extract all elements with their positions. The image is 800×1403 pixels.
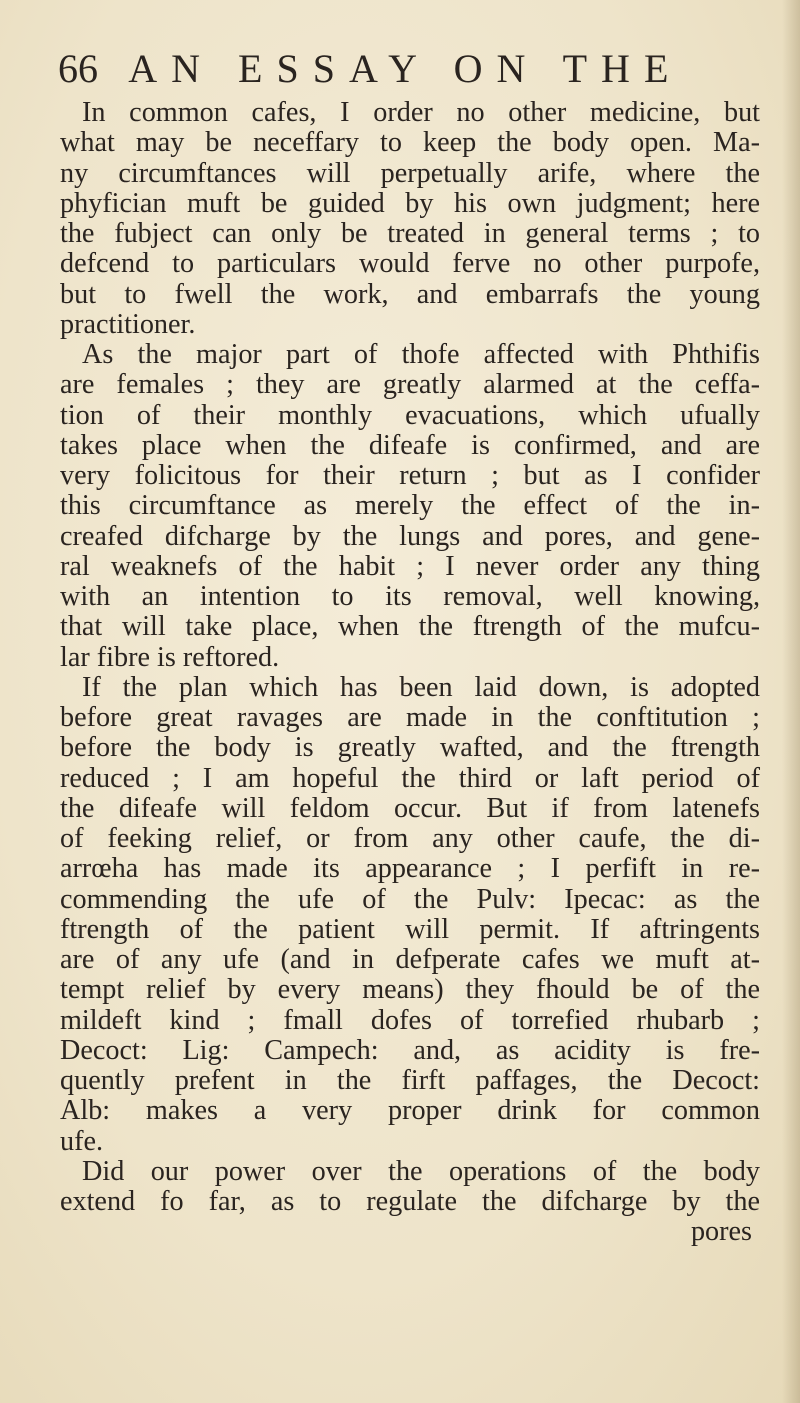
text-line: what may be neceffary to keep the body open. Ma- [60,127,760,159]
text-line: that will take place, when the ftrength of the mufcu- [60,611,760,643]
text-line: creafed difcharge by the lungs and pores, and gene- [60,520,760,552]
text-line: ftrength of the patient will permit. If aftringents [60,913,760,945]
text-line: defcend to particulars would ferve no other purpofe, [60,248,760,280]
text-line: are of any ufe (and in defperate cafes we muft at- [60,944,760,975]
page-edge-shadow [782,0,800,1403]
text-line: very folicitous for their return ; but as I confider [60,460,760,491]
text-line: are females ; they are greatly alarmed at the ceffa- [60,369,760,401]
text-line: but to fwell the work, and embarrafs the young [60,278,760,310]
text-line: mildeft kind ; fmall dofes of torrefied rhubarb ; [60,1004,760,1036]
running-head: AN ESSAY ON THE [128,46,683,91]
text-line: lar fibre is reftored. [60,641,280,673]
text-line: with an intention to its removal, well knowing, [60,581,760,612]
text-line: the fubject can only be treated in general terms ; to [60,218,760,249]
text-line: of feeking relief, or from any other caufe, the di- [60,823,760,854]
text-line: phyfician muft be guided by his own judgment; here [60,187,760,219]
text-line: As the major part of thofe affected with Phthifis [82,339,760,370]
text-line: practitioner. [60,308,196,340]
text-line: arrœha has made its appearance ; I perfift in re- [60,853,760,885]
text-line: extend fo far, as to regulate the difcharge by the [60,1186,760,1217]
text-line: takes place when the difeafe is confirmed, and are [60,429,760,461]
text-line: this circumftance as merely the effect of the in- [60,490,760,522]
catchword-text: pores [690,1216,752,1248]
text-line: Alb: makes a very proper drink for common [60,1095,760,1127]
text-line: before great ravages are made in the conftitution ; [60,702,760,733]
catchword [60,1217,760,1247]
text-line: tempt relief by every means) they fhould be of the [60,974,760,1006]
text-line: before the body is greatly wafted, and the ftrength [60,732,760,764]
text-line: ufe. [60,1125,104,1157]
text-line: quently prefent in the firft paffages, the Decoct: [60,1065,760,1096]
page-header [58,40,758,96]
text-line: If the plan which has been laid down, is adopted [82,671,760,703]
text-line: ny circumftances will perpetually arife, where the [60,157,760,189]
text-line: tion of their monthly evacuations, which ufually [60,399,760,431]
text-line: Did our power over the operations of the body [82,1155,760,1187]
page-number: 66 [58,46,98,91]
text-line: the difeafe will feldom occur. But if from latenefs [60,792,760,824]
text-line: ral weaknefs of the habit ; I never order any thing [60,550,760,582]
text-line: Decoct: Lig: Campech: and, as acidity is fre- [60,1034,760,1066]
text-line: In common cafes, I order no other medicine, but [82,97,760,128]
text-line: commending the ufe of the Pulv: Ipecac: as the [60,883,760,915]
text-line: reduced ; I am hopeful the third or laft period of [60,762,760,794]
body-text [60,98,760,1248]
